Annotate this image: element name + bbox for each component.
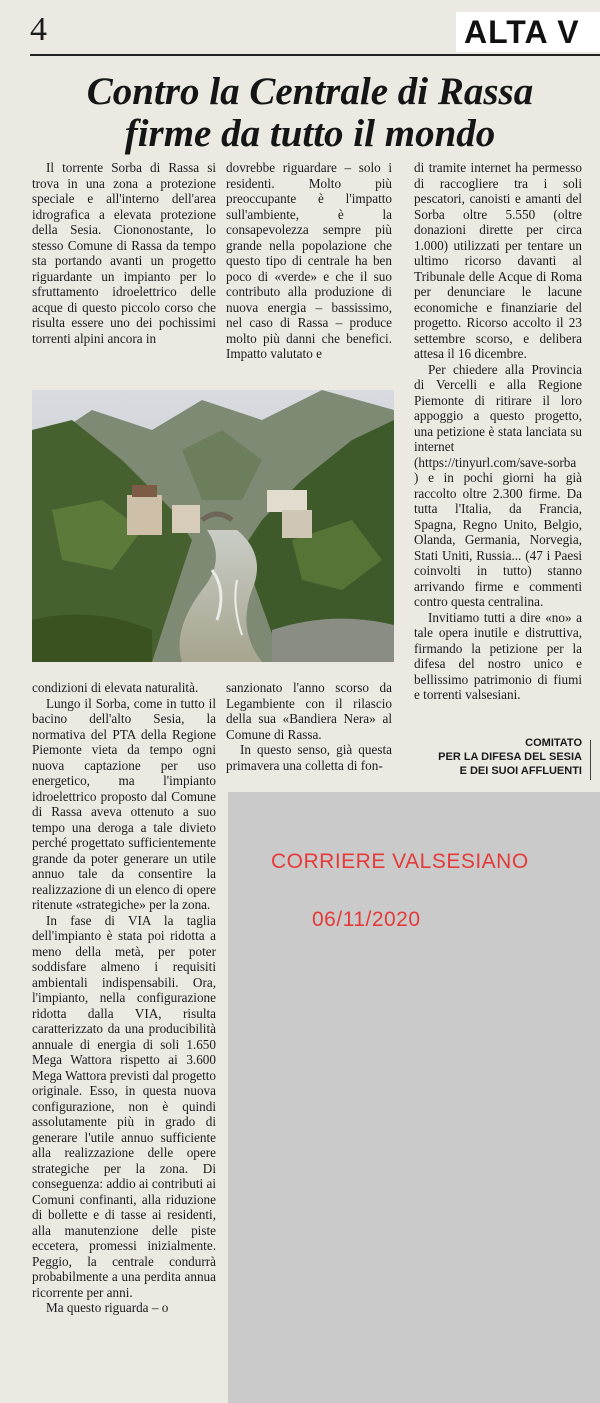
header-rule (30, 54, 600, 56)
paragraph: Invitiamo tutti a dire «no» a tale opera inutile e distruttiva, firmando la petizione per la difesa del nostro unico e bellissimo patrimonio di fiumi e torrenti valsesiani. (414, 609, 582, 702)
column-divider (590, 740, 591, 780)
article-column-1-bottom (32, 680, 216, 1316)
article-column-3 (414, 160, 582, 703)
signature-line-1: COMITATO (525, 737, 582, 749)
valley-photo (32, 390, 394, 662)
paragraph: Per chiedere alla Provincia di Vercelli e alla Regione Piemonte di ritirare il loro appoggio a questo progetto, una petizione è stata lanciata su internet (https://tinyurl.com/save-sorba ) e in pochi giorni ha già raccolto oltre 2.300 firme. Da tutta l'Italia, da Francia, Spagna, Regno Unito, Belgio, Olanda, Germania, Norvegia, Stati Uniti, Russia... (47 i Paesi coinvolti in tutto) stanno arrivando firme e commenti contro questa centralina. (414, 361, 582, 609)
section-title: ALTA V (464, 14, 580, 50)
article-column-2-bottom (226, 680, 392, 773)
article-column-2-top (226, 160, 392, 362)
source-label: CORRIERE VALSESIANO (271, 850, 529, 873)
article-column-1-top (32, 160, 216, 346)
section-header (448, 12, 600, 52)
paragraph: sanzionato l'anno scorso da Legambiente con il rilascio della sua «Bandiera Nera» al Comune di Rassa. (226, 680, 392, 742)
page-number: 4 (30, 11, 47, 48)
signature-line-3: E DEI SUOI AFFLUENTI (459, 765, 582, 777)
paragraph: condizioni di elevata naturalità. (32, 680, 199, 695)
source-date: 06/11/2020 (312, 908, 421, 931)
headline-line-1: Contro la Centrale di Rassa (86, 70, 534, 113)
paragraph: di tramite internet ha permesso di raccogliere tra i soli pescatori, canoisti e amanti del Sorba oltre 5.550 (oltre donazioni dirette per circa 1.000) utilizzati per tentare un ultimo ricorso davanti al Tribunale delle Acque di Roma per denunciare le lacune economiche e finanziarie del progetto. Ricorso accolto il 23 settembre scorso, e delibera attesa il 16 dicembre. (414, 160, 582, 361)
signature-line-2: PER LA DIFESA DEL SESIA (438, 751, 582, 763)
headline-line-2: firme da tutto il mondo (124, 112, 496, 155)
paragraph: In fase di VIA la taglia dell'impianto è stata poi ridotta a meno della metà, per poter soddisfare almeno i requisiti ambientali indispensabili. Ora, l'impianto, nella configurazione ridotta dalla VIA, risulta caratterizzato da una producibilità annuale di energia di soli 1.650 Mega Wattora rispetto ai 3.600 Mega Wattora previsti dal progetto originale. Esso, in questa nuova configurazione, non è quindi assolutamente più in grado di generare l'utile annuo sufficiente alla realizzazione delle opere strategiche per la zona. Di conseguenza: addio ai contributi ai Comuni confinanti, alla riduzione di bollette e di tasse ai residenti, alla manutenzione delle piste eccetera, promessi inizialmente. Peggio, la centrale condurrà probabilmente a una perdita annua ricorrente per anni. (32, 912, 216, 1300)
paragraph: dovrebbe riguardare – solo i residenti. Molto più preoccupante è l'impatto sull'ambiente, è la consapevolezza sempre più grande nella popolazione che questo tipo di centrale ha ben poco di «verde» e che il suo contributo alla produzione di nuova energia – bassissimo, nel caso di Rassa – produce molto più danni che benefici. Impatto valutato e (226, 160, 392, 361)
paragraph: Ma questo riguarda – o (46, 1300, 169, 1315)
landscape-image (32, 390, 394, 662)
paragraph: In questo senso, già questa primavera una colletta di fon- (226, 742, 392, 773)
paragraph: Lungo il Sorba, come in tutto il bacino dell'alto Sesia, la normativa del PTA della Regione Piemonte vieta da tempo ogni nuova captazione per uso energetico, ma l'impianto idroelettrico proposto dal Comune di Rassa aveva ottenuto a suo tempo una deroga a tale divieto perché progettato sufficientemente grande da poter generare un utile annuo tale da consentire la realizzazione di un elenco di opere ritenute «strategiche» per la zona. (32, 695, 216, 912)
paragraph: Il torrente Sorba di Rassa si trova in una zona a protezione speciale e all'interno dell'area idrografica a elevata protezione della Sesia. Ciononostante, lo stesso Comune di Rassa da tempo sta portando avanti un progetto riguardante un impianto per lo sfruttamento idroelettrico delle acque di questo piccolo corso che risulta essere uno dei pochissimi torrenti alpini ancora in (32, 160, 216, 346)
gray-overlay-panel (228, 792, 600, 1403)
signature-block (414, 736, 582, 778)
